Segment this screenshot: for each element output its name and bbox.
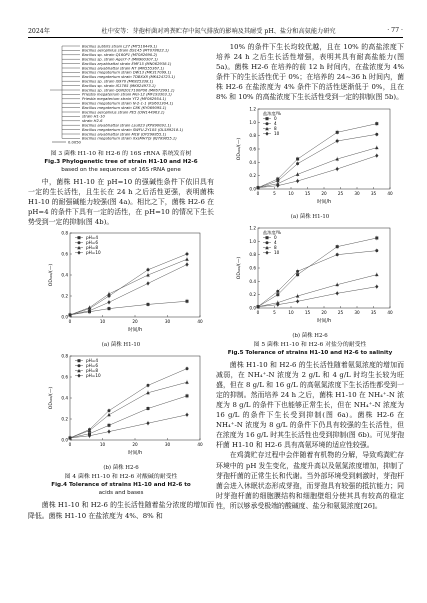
data-point xyxy=(108,424,111,427)
data-point xyxy=(296,299,299,303)
x-axis-label: 时间/h xyxy=(127,451,143,457)
data-point xyxy=(108,308,111,311)
chart-fig4b xyxy=(28,350,214,458)
y-tick-label: 0.2 xyxy=(249,291,256,297)
data-point xyxy=(375,272,379,275)
data-point xyxy=(375,284,378,288)
tree-taxon-label: Bacillus aerophilus strain DS145 (MT078622.1) xyxy=(82,48,169,53)
x-tick-label: 20 xyxy=(321,309,327,315)
y-axis-label: OD₆₀₀/(—) xyxy=(49,387,54,410)
x-tick-label: 15 xyxy=(304,309,311,315)
x-axis-label: 时间/h xyxy=(316,199,332,205)
x-tick-label: 10 xyxy=(288,190,294,196)
data-point xyxy=(375,153,378,157)
data-point xyxy=(107,301,110,305)
data-point xyxy=(296,162,299,165)
phylogenetic-tree xyxy=(28,42,214,146)
y-tick-label: 0.2 xyxy=(61,293,68,299)
y-axis-label: OD₆₀₀/(—) xyxy=(237,256,242,279)
legend-title: 盐浓度/% xyxy=(263,110,281,116)
data-point xyxy=(107,293,111,296)
y-tick-label: 0.8 xyxy=(249,132,256,138)
fig3-caption-en: Fig.3 Phylogenetic tree of strain H1-10 and H2-6 xyxy=(44,159,198,165)
legend-label: 4 xyxy=(274,239,277,245)
legend-marker xyxy=(77,251,80,255)
legend-marker xyxy=(266,122,269,125)
data-point xyxy=(147,303,150,306)
fig5-caption-en: Fig.5 Tolerance of strains H1-10 and H2-6 to salinity xyxy=(227,349,393,356)
fig4b-label: (b) 菌株 H2-6 xyxy=(103,465,139,472)
legend-label: 8 xyxy=(274,244,277,250)
x-tick-label: 0 xyxy=(256,309,260,315)
series-line xyxy=(70,265,187,315)
x-tick-label: 30 xyxy=(354,190,360,196)
chart-fig4a xyxy=(28,227,214,335)
data-point xyxy=(336,245,339,248)
data-point xyxy=(185,258,189,261)
tree-taxon-label: Priestia megaterium strain YT2 (MF062954.1) xyxy=(82,97,167,102)
x-tick-label: 0 xyxy=(256,190,260,196)
legend-marker xyxy=(266,241,269,244)
y-tick-label: 0.2 xyxy=(61,416,68,422)
data-point xyxy=(185,413,188,417)
y-tick-label: 0.2 xyxy=(249,172,256,178)
data-point xyxy=(147,269,150,272)
tree-taxon-label: Priestia megaterium strain Mel-12 (MF193303.1) xyxy=(82,92,172,97)
x-axis-label: 时间/h xyxy=(316,318,332,324)
y-tick-label: 0.8 xyxy=(61,230,68,236)
data-point xyxy=(146,282,149,286)
data-point xyxy=(336,139,339,142)
x-tick-label: 0 xyxy=(68,442,72,448)
fig4-caption-zh: 图 4 菌株 H1-10 和 H2-6 对酸碱的耐受性 xyxy=(64,474,178,481)
data-point xyxy=(186,395,189,398)
y-tick-label: 0.0 xyxy=(249,186,256,192)
data-point xyxy=(375,132,378,135)
legend-marker xyxy=(78,242,81,245)
legend-marker xyxy=(78,365,81,368)
legend-label: 10 xyxy=(274,130,280,136)
data-point xyxy=(146,422,149,426)
tree-taxon-label: Bacillus aryabhattai strain Lsu023 (KP890091.1) xyxy=(82,123,172,128)
legend-label: pH=4 xyxy=(86,235,98,241)
tree-taxon-label: Bacillus aerophilus strain PE5 (OW144963.1) xyxy=(82,110,165,115)
tree-taxon-label: Bacillus sp. strain IS1785 (MK824973.1) xyxy=(82,83,156,88)
y-tick-label: 0.4 xyxy=(61,272,68,278)
legend-label: 0 xyxy=(274,115,277,121)
legend-label: pH=8 xyxy=(86,368,98,374)
fig5-caption-zh: 图 5 菌株 H1-10 和 H2-6 对盐分的耐受性 xyxy=(253,341,367,348)
tree-taxon-label: Bacillus megaterium strain XxsMH7(S (KJ789855.1) xyxy=(82,136,177,141)
x-tick-label: 15 xyxy=(304,190,311,196)
y-axis-label: OD₆₀₀/(—) xyxy=(237,137,242,160)
fig3-caption-en-2: based on the sequences of 16S rRNA gene xyxy=(61,167,181,173)
header-year: 2024年 xyxy=(28,27,50,35)
x-tick-label: 30 xyxy=(164,319,171,325)
tree-taxon-label: strain H2-6 xyxy=(82,119,103,124)
y-axis-label: OD₆₀₀/(—) xyxy=(49,264,54,287)
legend-marker xyxy=(78,237,81,240)
header-title: 杜中安等：芽孢杆菌对鸡粪贮存中氮气排放的影响及其耐受 pH、盐分和高氨能力研究 xyxy=(101,27,336,35)
data-point xyxy=(276,289,279,292)
fig5b-label: (b) 菌株 H2-6 xyxy=(292,332,328,339)
y-tick-label: 0.4 xyxy=(249,159,256,165)
left-paragraph-2: 菌株 H1-10 和 H2-6 的生长活性随着盐分浓度的增加而降低。菌株 H1-10 在盐浓度为 4%、8% 和 xyxy=(28,501,214,520)
x-tick-label: 5 xyxy=(273,190,276,196)
tree-taxon-label: Bacillus subtilis strain L27 (MT516449.1) xyxy=(82,44,158,49)
tree-taxon-label: Bacillus megaterium strain C8K (KY069095.1) xyxy=(82,105,167,110)
y-tick-label: 1.2 xyxy=(249,225,256,231)
fig4-caption-en: Fig.4 Tolerance of strains H1-10 and H2-6 to xyxy=(51,482,191,489)
left-paragraph-1: 中，菌株 H1-10 在 pH=10 的强碱性条件下依旧具有一定的生长活性，且生长在 24 h 之后活性更强，表明菌株 H1-10 的耐强碱能力较强(图 4a)。相比之下，菌株 H2-6 在 pH=4 的条件下具有一定的活性，在 pH=10 的情况下生长势受到一定的抑制(图 4b)。 xyxy=(28,178,214,227)
data-point xyxy=(186,253,189,256)
right-column xyxy=(216,42,404,511)
legend-label: 8 xyxy=(274,125,277,131)
y-tick-label: 0.6 xyxy=(249,146,256,152)
chart-fig5a xyxy=(216,103,404,207)
y-tick-label: 0.0 xyxy=(249,305,256,311)
data-point xyxy=(186,368,189,371)
x-tick-label: 35 xyxy=(370,190,377,196)
legend-label: 4 xyxy=(274,120,277,126)
running-header xyxy=(28,24,403,36)
data-point xyxy=(147,407,150,410)
y-tick-label: 0.4 xyxy=(61,395,68,401)
tree-taxon-label: Bacillus megaterium strain DW13 (MK317099.1) xyxy=(82,70,172,75)
data-point xyxy=(375,122,378,125)
x-tick-label: 40 xyxy=(197,442,203,448)
tree-taxon-label: Bacillus sp. strain IS970 (MK825338.1) xyxy=(82,79,154,84)
series-line xyxy=(258,250,377,306)
x-axis-label: 时间/h xyxy=(127,328,143,334)
series-line xyxy=(258,155,377,187)
fig4-caption-en-2: acids and bases xyxy=(98,490,144,497)
x-tick-label: 5 xyxy=(273,309,276,315)
tree-taxon-label: Bacillus megaterium strain SWFU-2Y105 (OL589218.1) xyxy=(82,127,184,132)
page-number: · 77 · xyxy=(387,26,403,34)
x-tick-label: 20 xyxy=(132,319,138,325)
y-tick-label: 0.0 xyxy=(61,314,68,320)
fig4a-label: (a) 菌株 H1-10 xyxy=(101,342,141,349)
y-tick-label: 0.6 xyxy=(61,251,68,257)
x-tick-label: 25 xyxy=(337,190,344,196)
right-paragraph-2: 菌株 H1-10 和 H2-6 的生长活性随着氨氮浓度的增加而减弱，在 NH₄⁺-N 浓度为 2 g/L 和 4 g/L 时均生长较为旺盛，但在 8 g/L 和 16 g/L 的高氨氮浓度下生长活性都受到一定的抑制。然而培养 24 h 之后，菌株 H1-10 在 NH₄⁺-N 浓度为 8 g/L 的条件下也能够正常生长，但在 NH₄⁺-N 浓度为 16 g/L 的条件下生长受到抑制(图 6a)。菌株 H2-6 在 NH₄⁺-N 浓度为 8 g/L 的条件下仍具有较强的生长活性，但在浓度为 16 g/L 时其生长活性也受到抑制(图 6b)。可见芽孢杆菌 H1-10 和 H2-6 具有高氨环境的适应性较强。 xyxy=(216,360,404,450)
tree-scale-label: 0.0050 xyxy=(68,140,81,145)
y-tick-label: 1.0 xyxy=(249,238,256,244)
x-tick-label: 35 xyxy=(370,309,377,315)
tree-taxon-label: Bacillus aryabhattai strain NT (MN555367.1) xyxy=(82,66,165,71)
left-column xyxy=(28,42,214,521)
data-point xyxy=(336,253,339,256)
y-tick-label: 0.4 xyxy=(249,278,256,284)
right-paragraph-3: 在鸡粪贮存过程中会伴随着有机物的分解，导致鸡粪贮存环境中的 pH 发生变化，盐度升高以及氨氮浓度增加，抑制了芽孢杆菌的正常生长和代谢。当外部环境受到刺激时，芽孢杆菌会进入休眠状态形成芽孢，而芽孢具有较强的抵抗能力；同时芽孢杆菌的细胞膜结构和细胞壁组分使其具有较高的稳定性，所以够承受极端的酸碱度、盐分和氨氮浓度[26]。 xyxy=(216,451,404,510)
legend-label: pH=6 xyxy=(86,240,98,246)
data-point xyxy=(375,236,378,239)
tree-taxon-label: Bacillus aryabhattai strain EMF15 (MN062938.1) xyxy=(82,61,172,66)
header-rule xyxy=(28,37,403,38)
legend-marker xyxy=(265,131,268,135)
data-point xyxy=(146,274,150,277)
legend-marker xyxy=(265,250,268,254)
legend-title: 盐浓度/% xyxy=(263,229,281,235)
data-point xyxy=(336,167,339,171)
data-point xyxy=(336,130,339,133)
series-line xyxy=(70,396,187,438)
data-point xyxy=(336,291,339,295)
legend-marker xyxy=(266,236,269,239)
x-tick-label: 10 xyxy=(288,309,294,315)
data-point xyxy=(296,157,299,160)
series-line xyxy=(258,286,377,306)
series-line xyxy=(258,274,377,306)
y-tick-label: 0.0 xyxy=(61,437,68,443)
x-tick-label: 20 xyxy=(132,442,138,448)
data-point xyxy=(375,145,379,148)
fig3-caption-zh: 图 3 菌株 H1-10 和 H2-6 的 16S rRNA 系统发育树 xyxy=(50,151,192,157)
legend-marker xyxy=(77,374,80,378)
x-tick-label: 0 xyxy=(68,319,72,325)
data-point xyxy=(185,263,188,267)
fig5a-label: (a) 菌株 H1-10 xyxy=(290,213,330,220)
y-tick-label: 0.6 xyxy=(249,265,256,271)
legend-label: pH=6 xyxy=(86,363,98,369)
tree-taxon-label: strain H1-10 xyxy=(82,114,105,119)
data-point xyxy=(296,179,299,183)
tree-taxon-label: Bacillus sp. strain Q160P1 (MT082690.2) xyxy=(82,53,158,58)
y-tick-label: 1.0 xyxy=(249,119,256,125)
x-tick-label: 30 xyxy=(354,309,360,315)
data-point xyxy=(185,381,189,384)
series-line xyxy=(70,415,187,438)
x-tick-label: 40 xyxy=(387,309,393,315)
y-tick-label: 1.2 xyxy=(249,106,256,112)
data-point xyxy=(296,172,300,175)
x-tick-label: 40 xyxy=(387,190,393,196)
legend-marker xyxy=(266,117,269,120)
tree-taxon-label: Bacillus megaterium strain N-2-1-1 (KU601304.1) xyxy=(82,101,174,106)
legend-label: 0 xyxy=(274,234,277,240)
y-tick-label: 0.8 xyxy=(61,353,68,359)
data-point xyxy=(296,269,299,272)
tree-taxon-label: Bacillus aryabhattai strain M1B (OP298855.1) xyxy=(82,132,167,137)
right-paragraph-1: 10% 的条件下生长均较优越，且在 10% 的高盐浓度下培养 24 h 之后生长活性增强，表明其具有耐高盐能力(图 5a)。菌株 H2-6 在培养的前 12 h 时间内，在盐浓度为 4% 条件下的生长活性优于 0%；在培养的 24~36 h 时间内，菌株 H2-6 在盐浓度为 4% 条件下的活性逐渐低于 0%，且在 8% 和 10% 的高盐浓度下生长活性受到一定的抑制(图 5b)。 xyxy=(216,43,404,102)
data-point xyxy=(375,249,378,252)
x-tick-label: 20 xyxy=(321,190,327,196)
y-tick-label: 0.6 xyxy=(61,374,68,380)
y-tick-label: 0.8 xyxy=(249,251,256,257)
legend-label: pH=10 xyxy=(86,373,101,379)
tree-taxon-label: Bacillus sp. strain QUN2017100P06 (MK672991.1) xyxy=(82,88,175,93)
legend-label: pH=8 xyxy=(86,245,98,251)
data-point xyxy=(108,410,111,413)
x-tick-label: 30 xyxy=(164,442,171,448)
x-tick-label: 10 xyxy=(99,442,106,448)
data-point xyxy=(107,413,111,416)
legend-marker xyxy=(78,360,81,363)
x-tick-label: 10 xyxy=(99,319,106,325)
chart-fig5b xyxy=(216,222,404,326)
series-line xyxy=(70,383,187,439)
legend-label: pH=10 xyxy=(86,250,101,256)
data-point xyxy=(107,430,110,434)
data-point xyxy=(186,300,189,303)
legend-label: pH=4 xyxy=(86,358,98,364)
legend-label: 10 xyxy=(274,249,280,255)
data-point xyxy=(147,384,150,387)
tree-taxon-label: Bacillus megaterium strain TDBXX8 (MK424723.1) xyxy=(82,75,176,80)
x-tick-label: 25 xyxy=(337,309,344,315)
tree-taxon-label: Bacillus sp. strain Ager7-7 (MN900307.1) xyxy=(82,57,158,62)
x-tick-label: 40 xyxy=(197,319,203,325)
